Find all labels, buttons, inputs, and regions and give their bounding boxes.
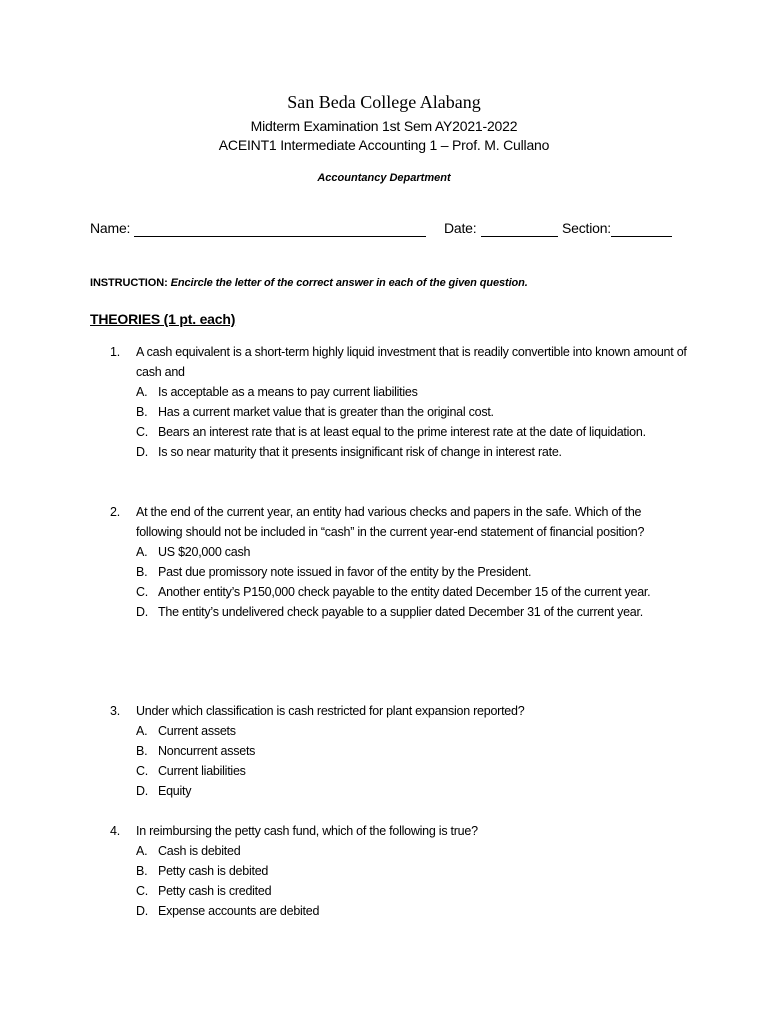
option-letter: C. <box>136 764 148 778</box>
question-number: 1. <box>110 345 120 359</box>
instruction <box>90 277 528 289</box>
option-letter: B. <box>136 864 148 878</box>
option-letter: C. <box>136 585 148 599</box>
option-text: Bears an interest rate that is at least equal to the prime interest rate at the date of liquidation. <box>158 425 646 439</box>
option-d[interactable] <box>136 442 690 462</box>
option-text: Past due promissory note issued in favor of the entity by the President. <box>158 565 532 579</box>
option-letter: D. <box>136 445 148 459</box>
option-letter: A. <box>136 385 148 399</box>
section-title: THEORIES (1 pt. each) <box>90 311 236 327</box>
option-a[interactable] <box>136 542 690 562</box>
course-title: ACEINT1 Intermediate Accounting 1 – Prof. M. Cullano <box>218 137 550 153</box>
option-c[interactable] <box>136 422 690 442</box>
option-text: Another entity’s P150,000 check payable to the entity dated December 15 of the current year. <box>158 585 651 599</box>
school-name: San Beda College Alabang <box>287 92 481 112</box>
option-letter: C. <box>136 884 148 898</box>
option-letter: D. <box>136 784 148 798</box>
option-c[interactable] <box>136 761 690 781</box>
option-b[interactable] <box>136 861 690 881</box>
question-4 <box>110 821 690 921</box>
question-text: A cash equivalent is a short-term highly liquid investment that is readily convertible into known amount of cash and <box>136 345 687 379</box>
instruction-label: INSTRUCTION: <box>90 277 168 289</box>
option-text: Expense accounts are debited <box>158 904 320 918</box>
question-3 <box>110 701 690 801</box>
option-text: Current assets <box>158 724 236 738</box>
option-text: Noncurrent assets <box>158 744 256 758</box>
question-number: 3. <box>110 704 120 718</box>
option-letter: D. <box>136 605 148 619</box>
date-blank[interactable] <box>481 222 558 237</box>
option-c[interactable] <box>136 881 690 901</box>
option-b[interactable] <box>136 562 690 582</box>
option-text: Petty cash is debited <box>158 864 269 878</box>
option-text: Has a current market value that is greater than the original cost. <box>158 405 494 419</box>
option-text: Is so near maturity that it presents insignificant risk of change in interest rate. <box>158 445 562 459</box>
option-letter: B. <box>136 744 148 758</box>
option-letter: D. <box>136 904 148 918</box>
question-text: At the end of the current year, an entity had various checks and papers in the safe. Which of the following should not be included in “cash” in the current year-end statement of financial position? <box>136 505 645 539</box>
option-d[interactable] <box>136 602 690 622</box>
date-label: Date: <box>444 220 477 236</box>
option-letter: C. <box>136 425 148 439</box>
question-text: Under which classification is cash restricted for plant expansion reported? <box>136 704 525 718</box>
option-a[interactable] <box>136 382 690 402</box>
option-d[interactable] <box>136 781 690 801</box>
option-text: Is acceptable as a means to pay current liabilities <box>158 385 418 399</box>
student-info-row <box>90 220 690 242</box>
option-d[interactable] <box>136 901 690 921</box>
option-letter: B. <box>136 565 148 579</box>
option-c[interactable] <box>136 582 690 602</box>
option-text: Petty cash is credited <box>158 884 272 898</box>
question-number: 2. <box>110 505 120 519</box>
option-text: US $20,000 cash <box>158 545 251 559</box>
question-2 <box>110 502 690 622</box>
option-b[interactable] <box>136 402 690 422</box>
question-text: In reimbursing the petty cash fund, which of the following is true? <box>136 824 478 838</box>
instruction-text: Encircle the letter of the correct answer in each of the given question. <box>170 277 528 289</box>
option-text: Cash is debited <box>158 844 241 858</box>
section-label: Section: <box>562 220 611 236</box>
option-text: Current liabilities <box>158 764 246 778</box>
option-a[interactable] <box>136 721 690 741</box>
question-1 <box>110 342 690 462</box>
department-label: Accountancy Department <box>317 172 451 184</box>
option-b[interactable] <box>136 741 690 761</box>
option-text: The entity’s undelivered check payable to a supplier dated December 31 of the current year. <box>158 605 643 619</box>
name-blank[interactable] <box>134 222 426 237</box>
option-text: Equity <box>158 784 192 798</box>
option-letter: A. <box>136 724 148 738</box>
exam-title: Midterm Examination 1st Sem AY2021-2022 <box>250 118 518 134</box>
question-number: 4. <box>110 824 120 838</box>
option-letter: A. <box>136 844 148 858</box>
option-a[interactable] <box>136 841 690 861</box>
name-label: Name: <box>90 220 131 236</box>
section-blank[interactable] <box>611 222 672 237</box>
option-letter: B. <box>136 405 148 419</box>
option-letter: A. <box>136 545 148 559</box>
